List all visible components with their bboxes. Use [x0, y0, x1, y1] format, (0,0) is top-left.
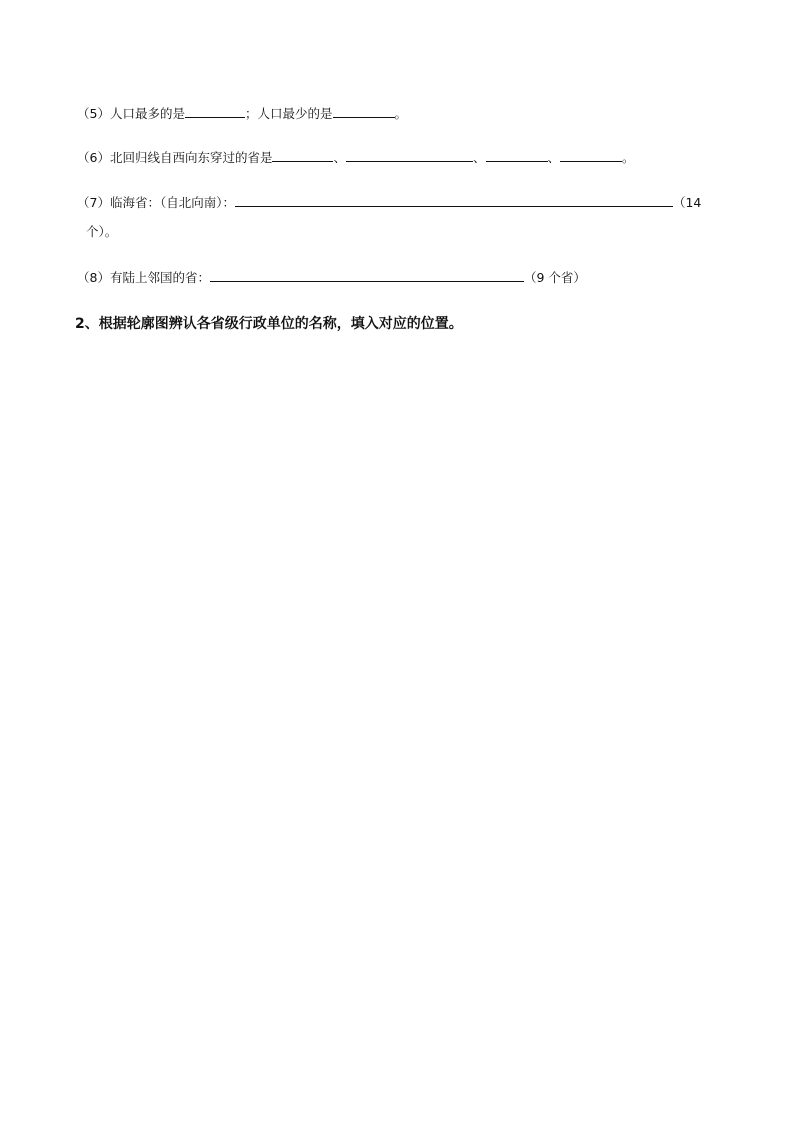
- question-7-note-count: （14: [672, 195, 702, 210]
- answer-blank-border-provinces[interactable]: [210, 268, 524, 282]
- question-7: [77, 193, 701, 212]
- section-heading-2: 2、根据轮廓图辨认各省级行政单位的名称，填入对应的位置。: [75, 316, 463, 332]
- question-6-separator-2: 、: [472, 150, 486, 165]
- question-7-number: （7）: [77, 195, 110, 210]
- question-6-end: 。: [622, 150, 635, 165]
- question-7-continuation: [86, 223, 117, 241]
- answer-blank-tropic-3[interactable]: [486, 148, 548, 162]
- question-7-note-unit: 个）。: [86, 224, 118, 239]
- question-5: [77, 104, 407, 123]
- question-6-number: （6）: [77, 150, 110, 165]
- question-6-separator-1: 、: [333, 150, 346, 165]
- answer-blank-tropic-4[interactable]: [560, 148, 622, 162]
- question-5-text-least: 人口最少的是: [257, 106, 333, 121]
- answer-blank-least-populous[interactable]: [333, 104, 395, 118]
- answer-blank-tropic-2[interactable]: [346, 148, 473, 162]
- question-5-number: （5）: [77, 106, 110, 121]
- question-6-text: 北回归线自西向东穿过的省是: [109, 150, 273, 165]
- question-7-text: 临海省：（自北向南）：: [109, 195, 235, 210]
- question-6: [77, 148, 635, 167]
- answer-blank-most-populous[interactable]: [185, 104, 245, 118]
- question-6-separator-3: 、: [547, 150, 561, 165]
- question-5-end: 。: [394, 106, 408, 121]
- question-8-note: （9 个省）: [523, 270, 586, 285]
- question-8-text: 有陆上邻国的省：: [109, 270, 210, 285]
- question-8: [77, 268, 586, 287]
- answer-blank-coastal-provinces[interactable]: [235, 193, 673, 207]
- question-5-text-most: 人口最多的是: [109, 106, 185, 121]
- question-5-separator: ；: [244, 106, 258, 121]
- question-8-number: （8）: [77, 270, 110, 285]
- answer-blank-tropic-1[interactable]: [272, 148, 333, 162]
